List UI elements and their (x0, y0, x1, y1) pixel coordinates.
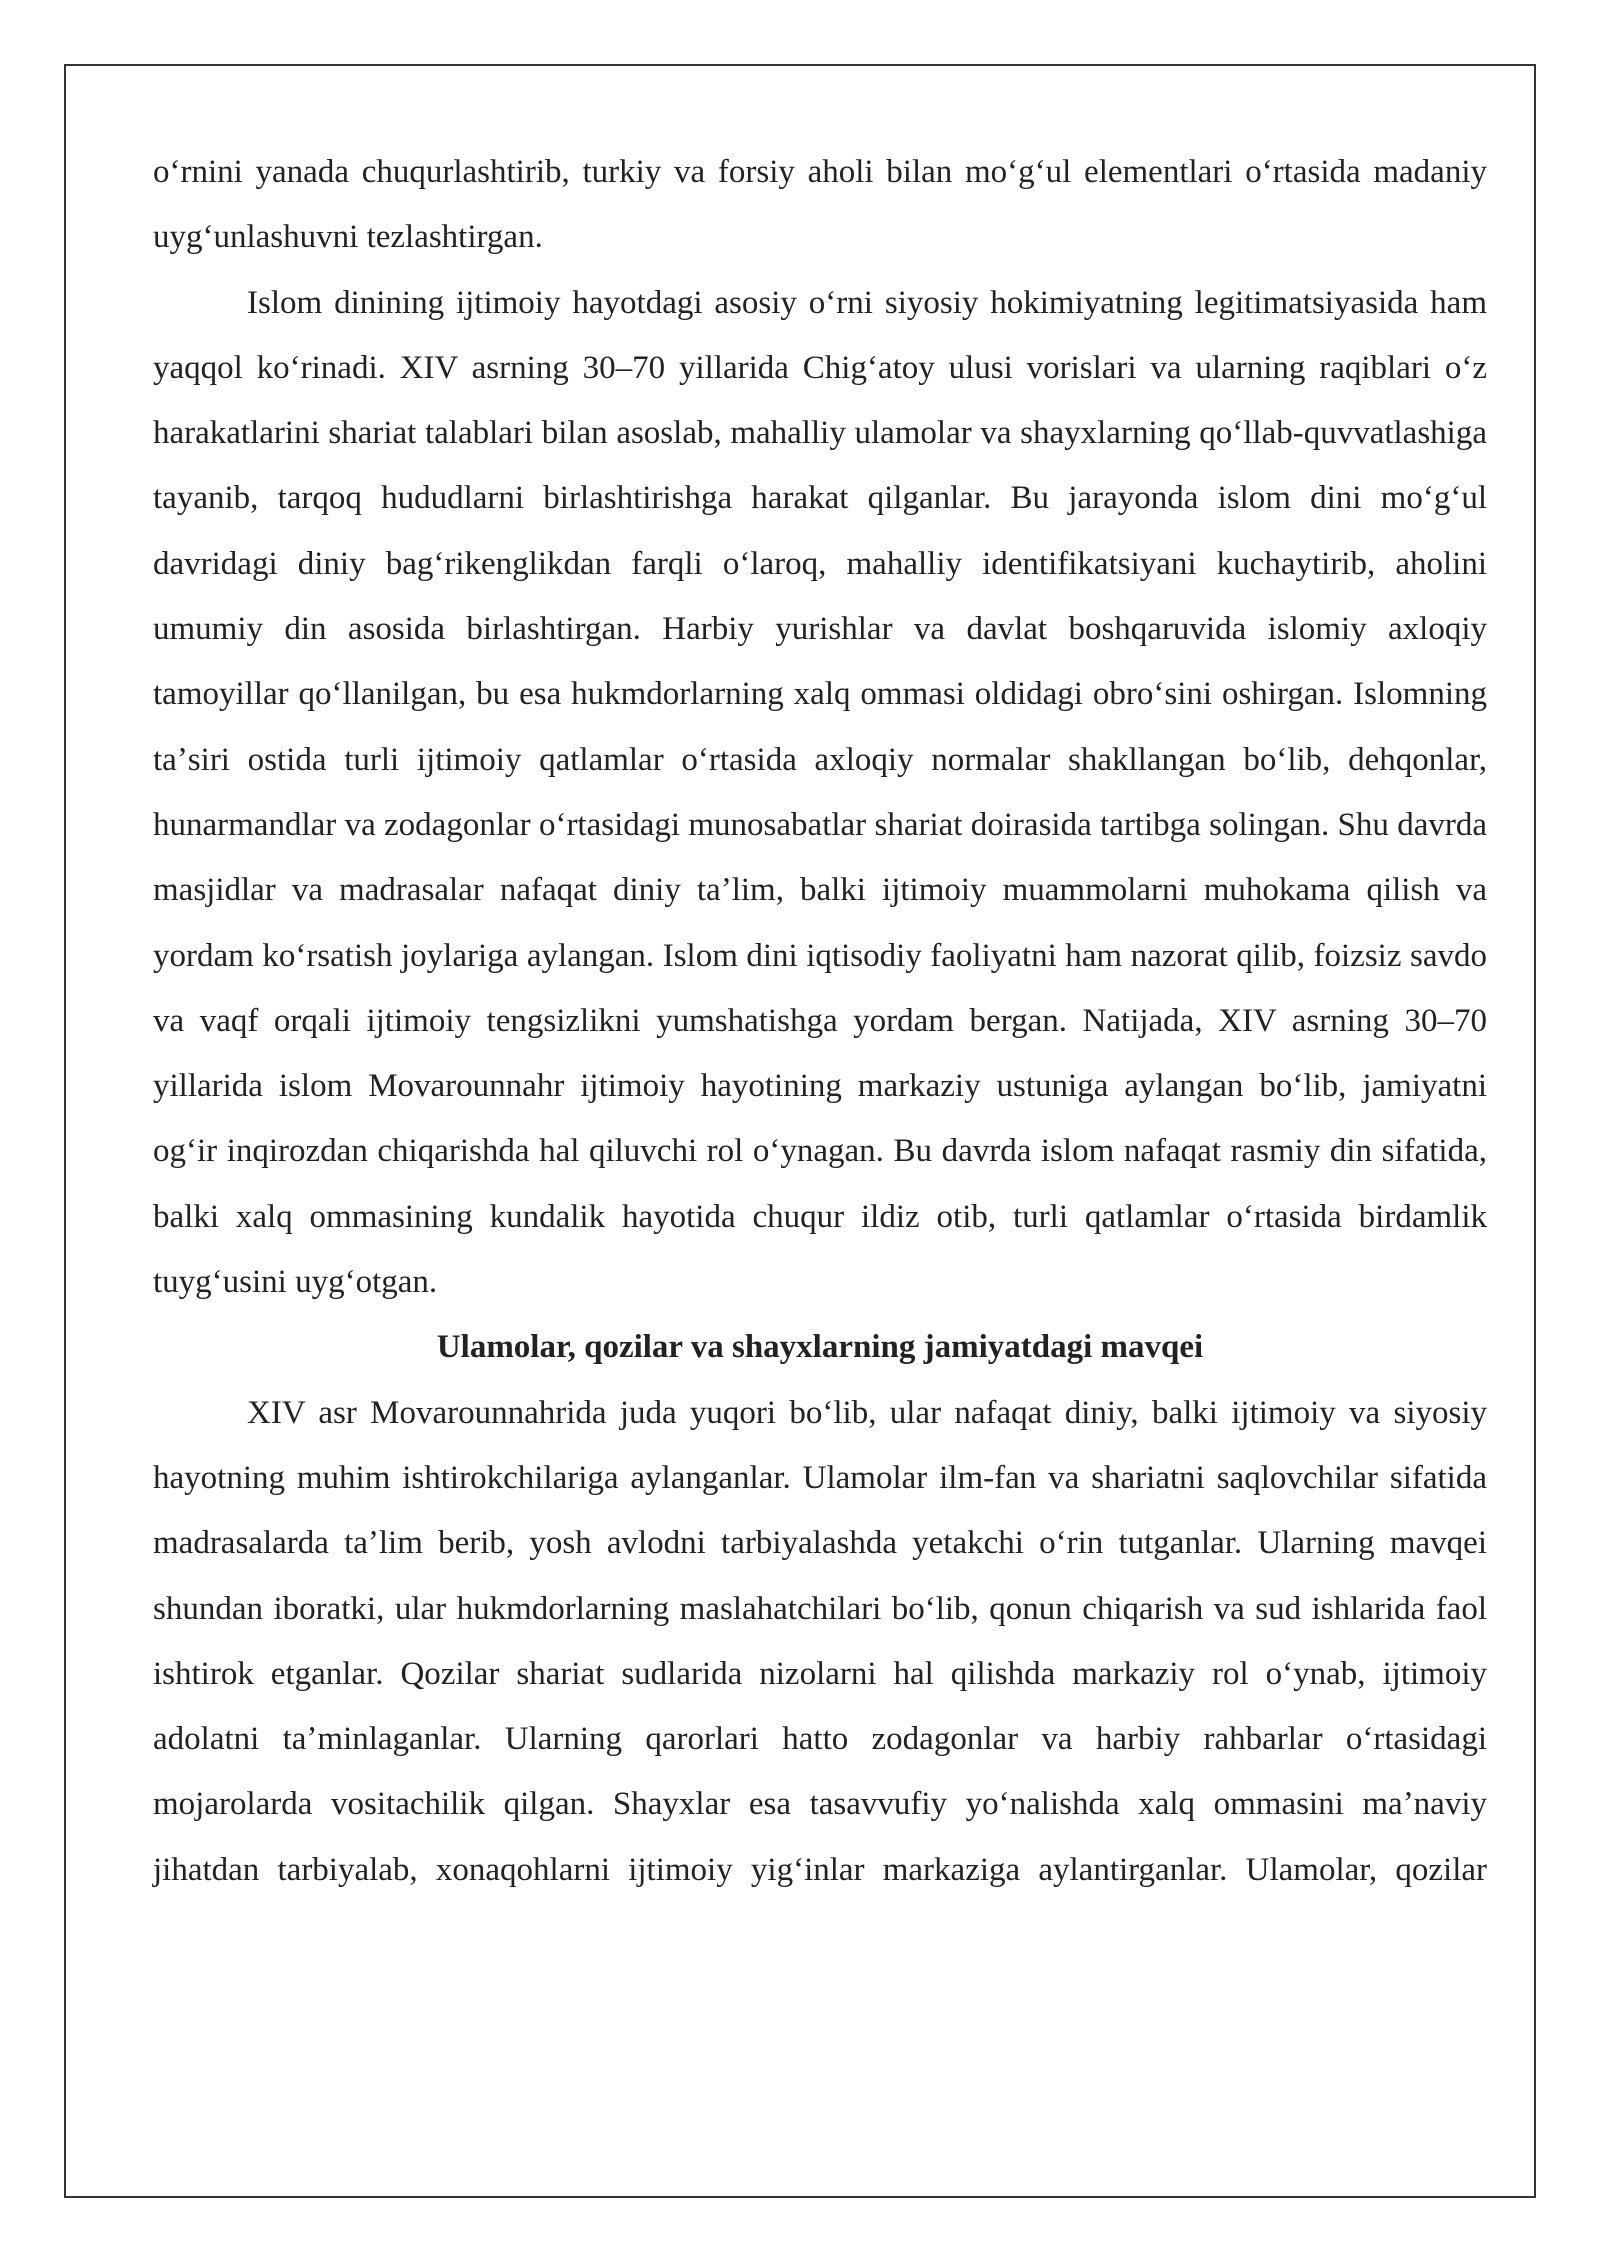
document-body (153, 140, 1487, 1903)
paragraph-continuation: oʻrnini yanada chuqurlashtirib, turkiy va forsiy aholi bilan moʻgʻul elementlari oʻrtasida madaniy uygʻunlashuvni tezlashtirgan. (153, 154, 1487, 256)
paragraph-islam-role: Islom dinining ijtimoiy hayotdagi asosiy oʻrni siyosiy hokimiyatning legitimatsiyasida ham yaqqol koʻrinadi. XIV asrning 30–70 yillarida Chigʻatoy ulusi vorislari va ularning raqiblari oʻz harakatlarini shariat talablari bilan asoslab, mahalliy ulamolar va shayxlarning qoʻllab-quvvatlashiga tayanib, tarqoq hududlarni birlashtirishga harakat qilganlar. Bu jarayonda islom dini moʻgʻul davridagi diniy bagʻrikenglikdan farqli oʻlaroq, mahalliy identifikatsiyani kuchaytirib, aholini umumiy din asosida birlashtirgan. Harbiy yurishlar va davlat boshqaruvida islomiy axloqiy tamoyillar qoʻllanilgan, bu esa hukmdorlarning xalq ommasi oldidagi obroʻsini oshirgan. Islomning taʼsiri ostida turli ijtimoiy qatlamlar oʻrtasida axloqiy normalar shakllangan boʻlib, dehqonlar, hunarmandlar va zodagonlar oʻrtasidagi munosabatlar shariat doirasida tartibga solingan. Shu davrda masjidlar va madrasalar nafaqat diniy taʼlim, balki ijtimoiy muammolarni muhokama qilish va yordam koʻrsatish joylariga aylangan. Islom dini iqtisodiy faoliyatni ham nazorat qilib, foizsiz savdo va vaqf orqali ijtimoiy tengsizlikni yumshatishga yordam bergan. Natijada, XIV asrning 30–70 yillarida islom Movarounnahr ijtimoiy hayotining markaziy ustuniga aylangan boʻlib, jamiyatni ogʻir inqirozdan chiqarishda hal qiluvchi rol oʻynagan. Bu davrda islom nafaqat rasmiy din sifatida, balki xalq ommasining kundalik hayotida chuqur ildiz otib, turli qatlamlar oʻrtasida birdamlik tuygʻusini uygʻotgan. (153, 284, 1487, 1301)
section-heading: Ulamolar, qozilar va shayxlarning jamiyatdagi mavqei (436, 1329, 1204, 1366)
paragraph-ulamolar: XIV asr Movarounnahrida juda yuqori boʻlib, ular nafaqat diniy, balki ijtimoiy va siyosiy hayotning muhim ishtirokchilariga aylanganlar. Ulamolar ilm-fan va shariatni saqlovchilar sifatida madrasalarda taʼlim berib, yosh avlodni tarbiyalashda yetakchi oʻrin tutganlar. Ularning mavqei shundan iboratki, ular hukmdorlarning maslahatchilari boʻlib, qonun chiqarish va sud ishlarida faol ishtirok etganlar. Qozilar shariat sudlarida nizolarni hal qilishda markaziy rol oʻynab, ijtimoiy adolatni taʼminlaganlar. Ularning qarorlari hatto zodagonlar va harbiy rahbarlar oʻrtasidagi mojarolarda vositachilik qilgan. Shayxlar esa tasavvufiy yoʻnalishda xalq ommasini maʼnaviy jihatdan tarbiyalab, xonaqohlarni ijtimoiy yigʻinlar markaziga aylantirganlar. Ulamolar, qozilar (153, 1394, 1487, 1888)
